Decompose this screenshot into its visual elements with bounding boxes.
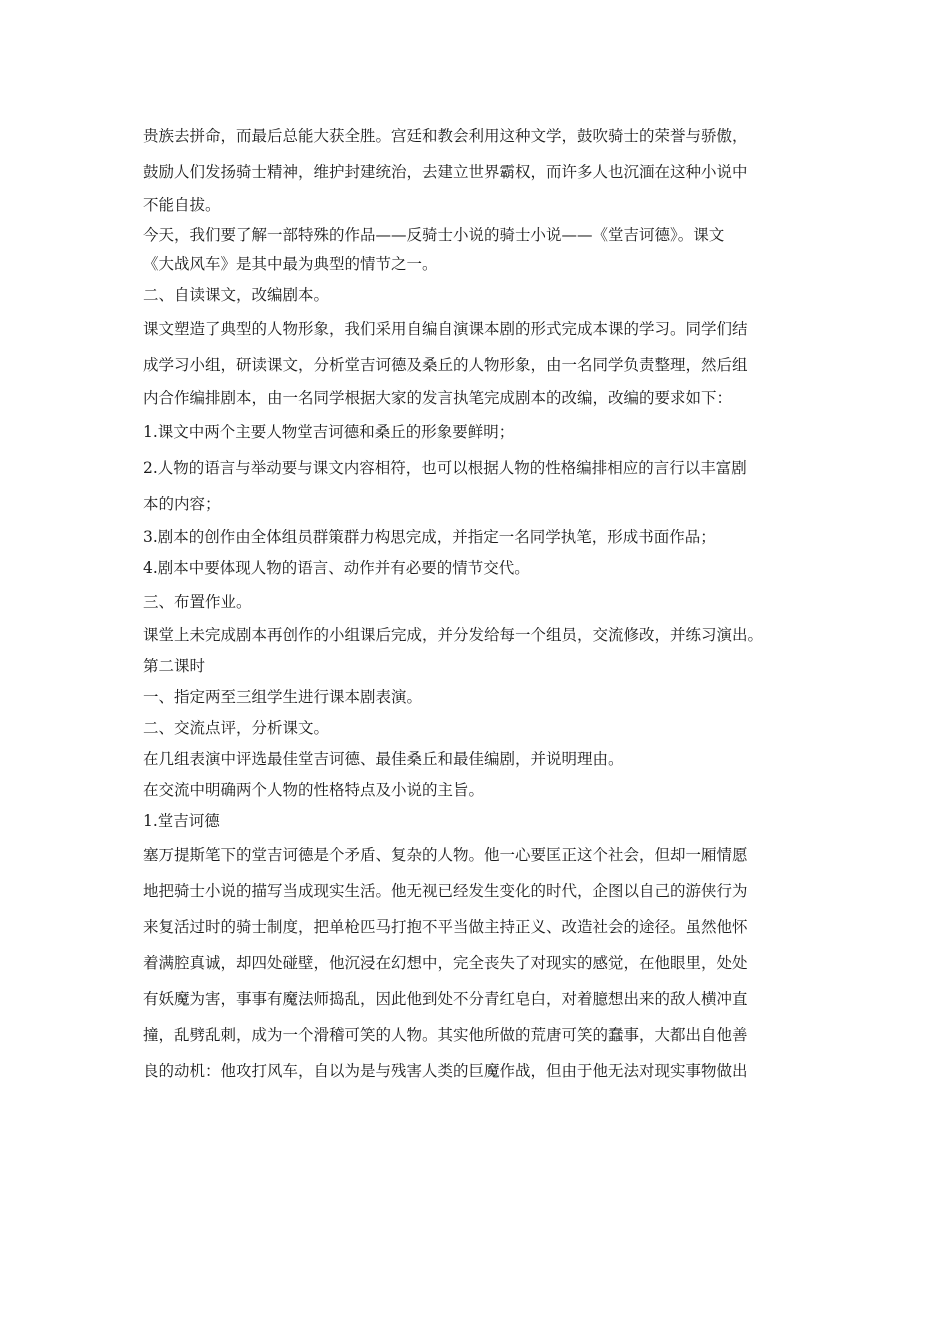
- text-line: 贵族去拼命，而最后总能大获全胜。宫廷和教会利用这种文学，鼓吹骑士的荣誉与骄傲，: [143, 127, 748, 145]
- list-item: 4.剧本中要体现人物的语言、动作并有必要的情节交代。: [143, 559, 530, 577]
- text-line: 良的动机：他攻打风车，自以为是与残害人类的巨魔作战，但由于他无法对现实事物做出: [143, 1062, 748, 1080]
- document-body: [143, 118, 811, 1089]
- list-item: 3.剧本的创作由全体组员群策群力构思完成，并指定一名同学执笔，形成书面作品；: [143, 528, 716, 546]
- text-line: 不能自拔。: [143, 196, 221, 214]
- section-heading: 二、交流点评，分析课文。: [143, 719, 330, 737]
- text-line: 今天，我们要了解一部特殊的作品——反骑士小说的骑士小说——《堂吉诃德》。课文: [143, 226, 725, 244]
- text-line: 《大战风车》是其中最为典型的情节之一。: [143, 255, 438, 273]
- text-line: 在几组表演中评选最佳堂吉诃德、最佳桑丘和最佳编剧，并说明理由。: [143, 750, 624, 768]
- text-line: 着满腔真诚，却四处碰壁，他沉浸在幻想中，完全丧失了对现实的感觉，在他眼里，处处: [143, 954, 748, 972]
- subsection-heading: 1.堂吉诃德: [143, 812, 220, 830]
- text-line: 撞，乱劈乱刺，成为一个滑稽可笑的人物。其实他所做的荒唐可笑的蠢事，大都出自他善: [143, 1026, 748, 1044]
- text-line: 课文塑造了典型的人物形象，我们采用自编自演课本剧的形式完成本课的学习。同学们结: [143, 320, 748, 338]
- text-line: 在交流中明确两个人物的性格特点及小说的主旨。: [143, 781, 485, 799]
- section-heading: 一、指定两至三组学生进行课本剧表演。: [143, 688, 423, 706]
- section-heading: 二、自读课文，改编剧本。: [143, 286, 330, 304]
- list-item-continued: 本的内容；: [143, 495, 221, 513]
- text-line: 塞万提斯笔下的堂吉诃德是个矛盾、复杂的人物。他一心要匡正这个社会，但却一厢情愿: [143, 846, 748, 864]
- section-heading: 三、布置作业。: [143, 593, 252, 611]
- text-line: 课堂上未完成剧本再创作的小组课后完成，并分发给每一个组员，交流修改，并练习演出。: [143, 626, 764, 644]
- text-line: 鼓励人们发扬骑士精神，维护封建统治，去建立世界霸权，而许多人也沉湎在这种小说中: [143, 163, 748, 181]
- text-line: 成学习小组，研读课文，分析堂吉诃德及桑丘的人物形象，由一名同学负责整理，然后组: [143, 356, 748, 374]
- lesson-heading: 第二课时: [143, 657, 206, 675]
- text-line: 内合作编排剧本，由一名同学根据大家的发言执笔完成剧本的改编，改编的要求如下：: [143, 389, 733, 407]
- list-item: 2.人物的语言与举动要与课文内容相符，也可以根据人物的性格编排相应的言行以丰富剧: [143, 459, 747, 477]
- text-line: 来复活过时的骑士制度，把单枪匹马打抱不平当做主持正义、改造社会的途径。虽然他怀: [143, 918, 748, 936]
- text-line: 地把骑士小说的描写当成现实生活。他无视已经发生变化的时代，企图以自己的游侠行为: [143, 882, 748, 900]
- text-line: 有妖魔为害，事事有魔法师捣乱，因此他到处不分青红皂白，对着臆想出来的敌人横冲直: [143, 990, 748, 1008]
- list-item: 1.课文中两个主要人物堂吉诃德和桑丘的形象要鲜明；: [143, 423, 515, 441]
